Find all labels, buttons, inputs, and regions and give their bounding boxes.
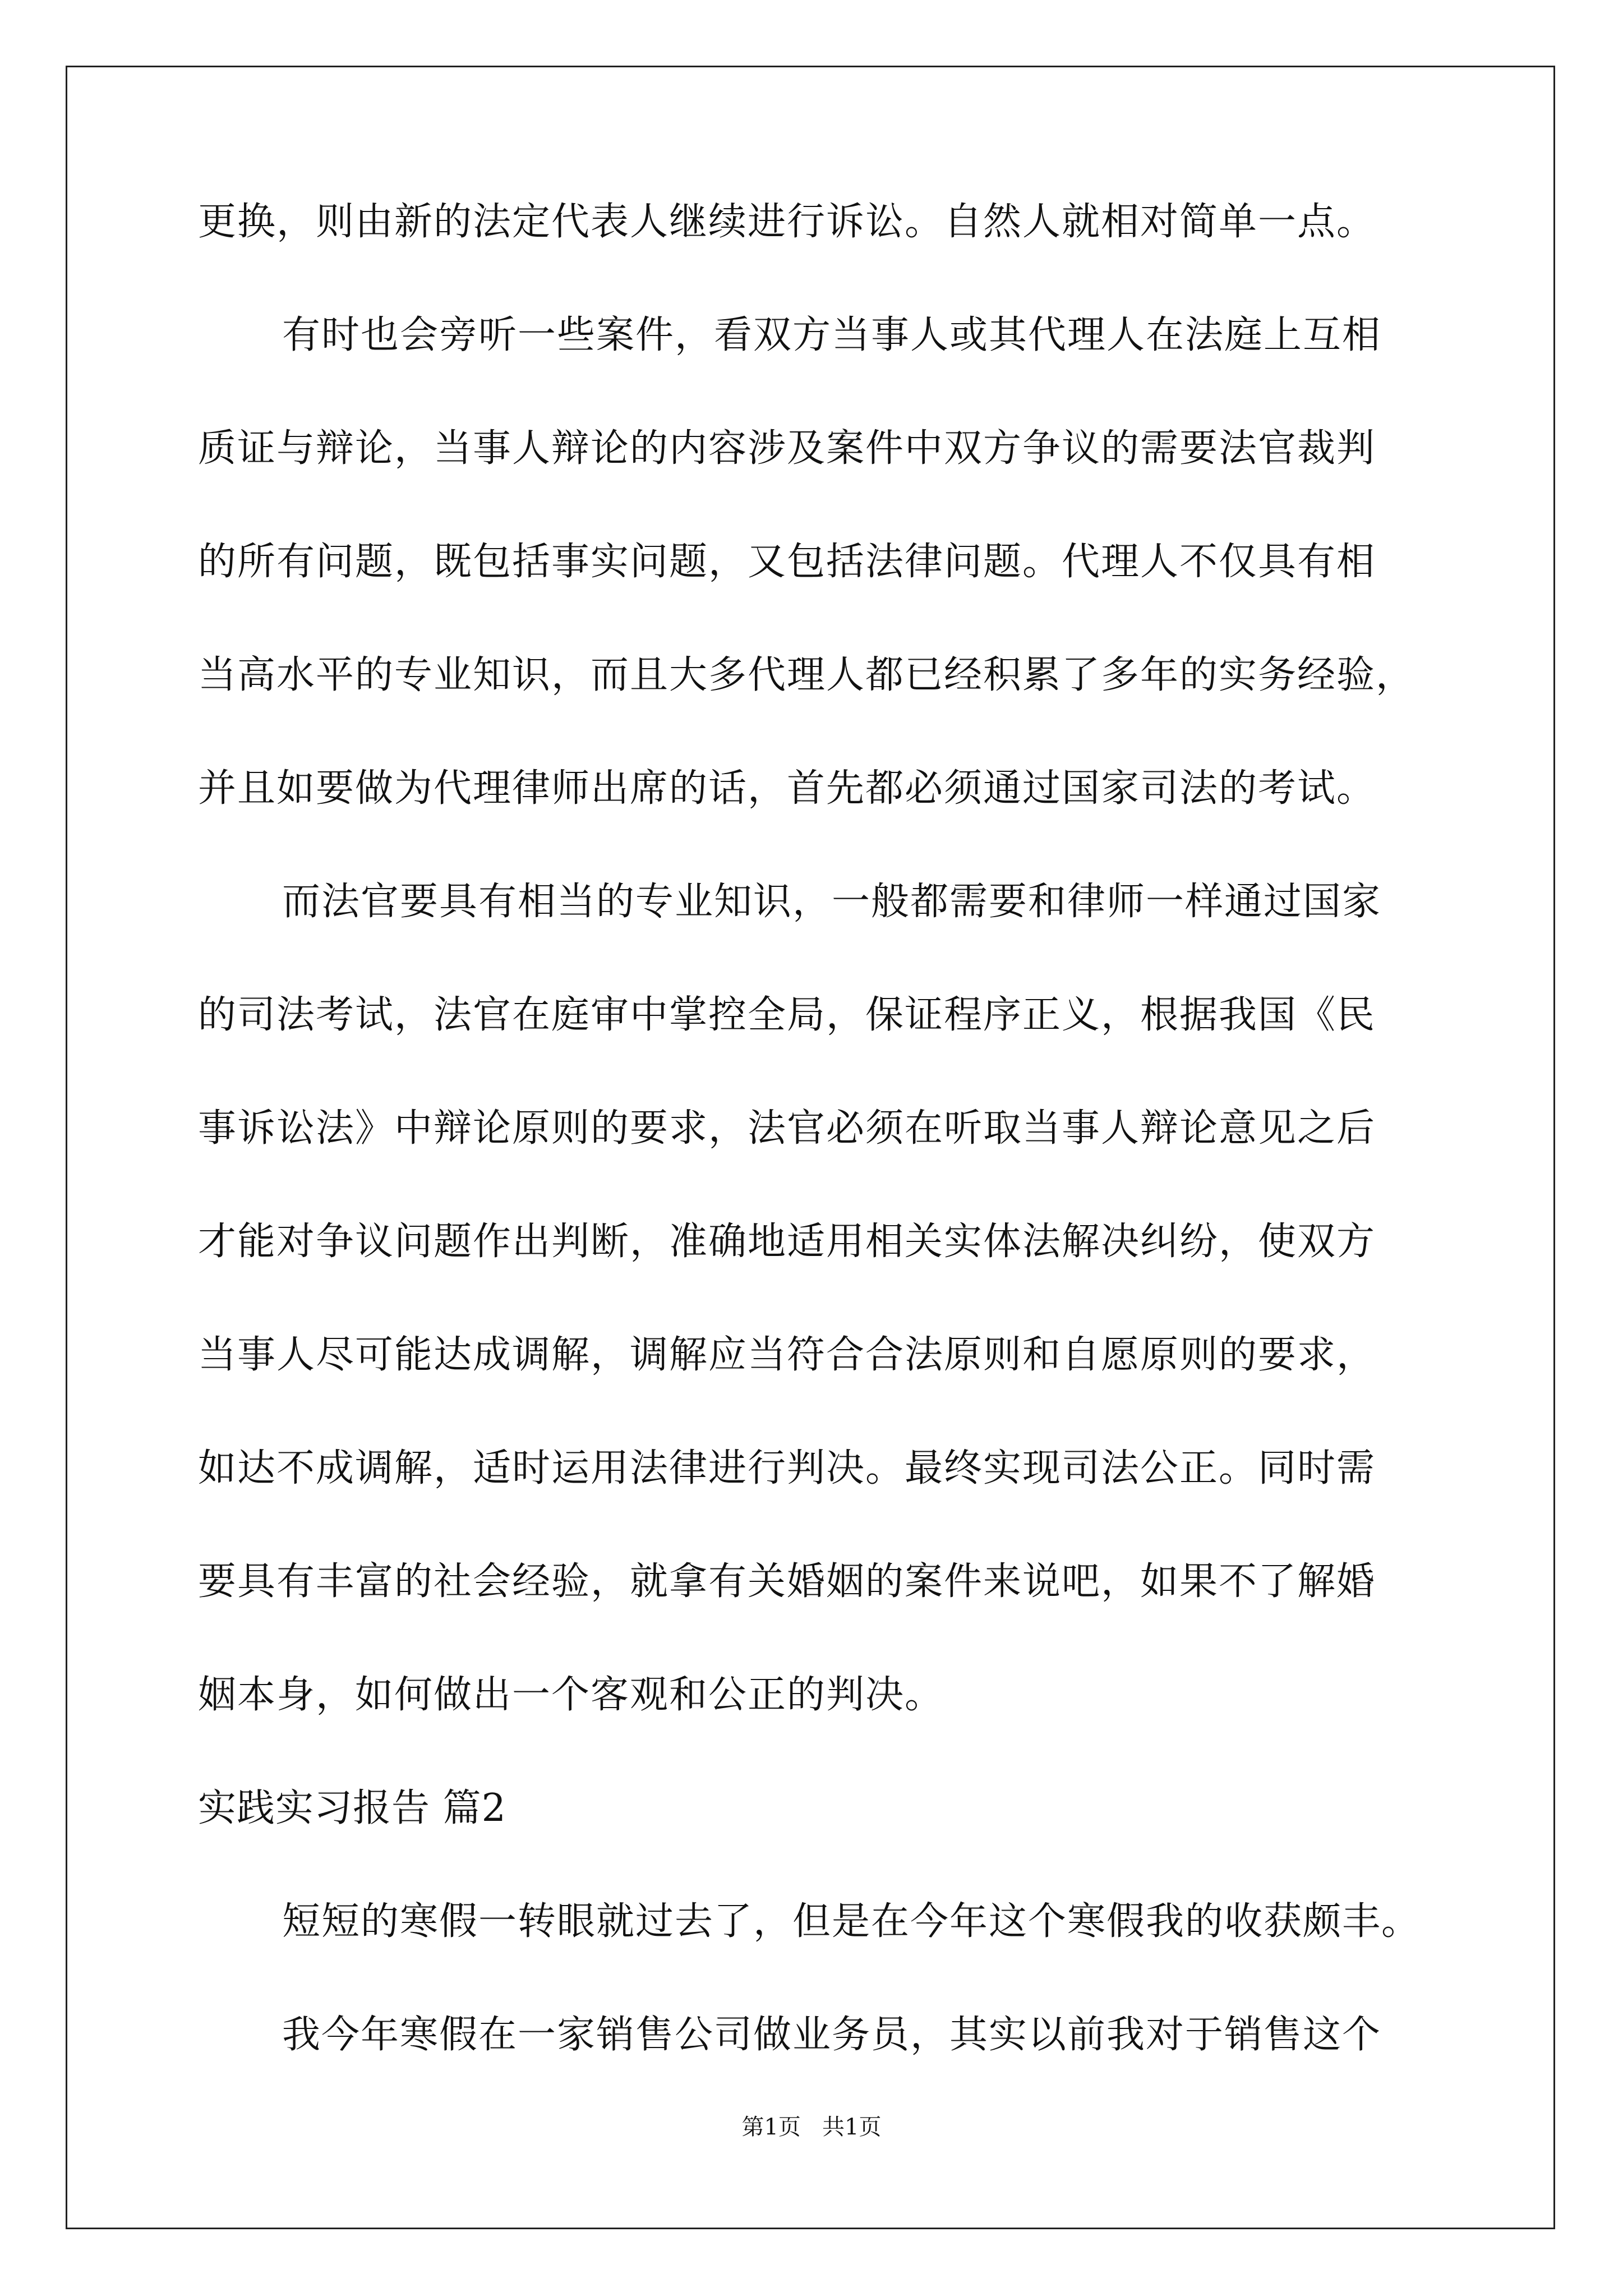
text-line: 如达不成调解，适时运用法律进行判决。最终实现司法公正。同时需 (198, 1446, 1376, 1490)
text-line: 当高水平的专业知识，而且大多代理人都已经积累了多年的实务经验， (198, 653, 1415, 697)
text-line: 质证与辩论，当事人辩论的内容涉及案件中双方争议的需要法官裁判 (198, 426, 1376, 471)
text-line: 要具有丰富的社会经验，就拿有关婚姻的案件来说吧，如果不了解婚 (198, 1559, 1376, 1604)
text-line: 的司法考试，法官在庭审中掌控全局，保证程序正义，根据我国《民 (198, 993, 1376, 1037)
text-line: 当事人尽可能达成调解，调解应当符合合法原则和自愿原则的要求， (198, 1333, 1376, 1377)
text-line: 而法官要具有相当的专业知识，一般都需要和律师一样通过国家 (282, 880, 1382, 924)
document-body (198, 200, 1432, 2129)
text-line: 我今年寒假在一家销售公司做业务员，其实以前我对于销售这个 (282, 2013, 1382, 2057)
text-line: 有时也会旁听一些案件，看双方当事人或其代理人在法庭上互相 (282, 313, 1382, 357)
page-number-footer: 第1页 共1页 (741, 2114, 882, 2140)
text-line: 姻本身，如何做出一个客观和公正的判决。 (198, 1673, 944, 1717)
text-line: 短短的寒假一转眼就过去了，但是在今年这个寒假我的收获颇丰。 (282, 1899, 1421, 1944)
text-line: 才能对争议问题作出判断，准确地适用相关实体法解决纠纷，使双方 (198, 1220, 1376, 1264)
text-line: 更换，则由新的法定代表人继续进行诉讼。自然人就相对简单一点。 (198, 200, 1376, 244)
text-line: 事诉讼法》中辩论原则的要求，法官必须在听取当事人辩论意见之后 (198, 1106, 1376, 1151)
section-heading: 实践实习报告 篇2 (198, 1786, 506, 1830)
text-line: 的所有问题，既包括事实问题，又包括法律问题。代理人不仅具有相 (198, 540, 1376, 584)
text-line: 并且如要做为代理律师出席的话，首先都必须通过国家司法的考试。 (198, 766, 1376, 811)
